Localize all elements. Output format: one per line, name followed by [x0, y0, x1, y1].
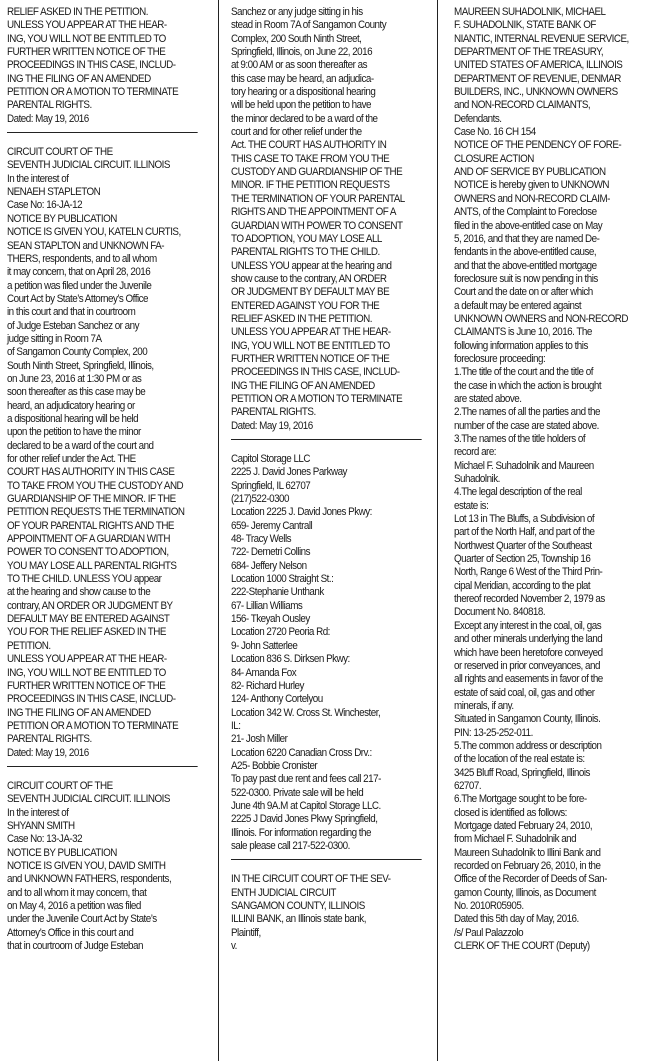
notice-line: 21- Josh Miller [231, 733, 288, 746]
notice-line: upon the petition to have the minor [7, 426, 141, 439]
notice-line: PETITION OR A MOTION TO TERMINATE [7, 86, 179, 99]
notice-line: COURT HAS AUTHORITY IN THIS CASE [7, 466, 175, 479]
notice-line: Location 2720 Peoria Rd: [231, 626, 330, 639]
notice-line: Court and the date on or after which [454, 286, 593, 299]
notice-line: SANGAMON COUNTY, ILLINOIS [231, 900, 365, 912]
notice-separator [7, 766, 198, 767]
notice-line: Location 342 W. Cross St. Winchester, [231, 706, 381, 719]
notice-line: ILLINI BANK, an Illinois state bank, [231, 913, 366, 926]
notice-line: 5.The common address or description [454, 739, 602, 752]
notice-line: Act. THE COURT HAS AUTHORITY IN [231, 139, 387, 152]
notice-line: 522-0300. Private sale will be held [231, 786, 364, 799]
notice-line: a dispositional hearing will be held [7, 412, 139, 425]
notice-line: 4.The legal description of the real [454, 486, 582, 499]
notice-separator [7, 132, 198, 133]
notice-separator [231, 439, 422, 440]
notice-line: part of the North Half, and part of the [454, 526, 595, 539]
notice-line: CUSTODY AND GUARDIANSHIP OF THE [231, 166, 403, 179]
legal-notice [231, 873, 422, 953]
notice-line: PARENTAL RIGHTS TO THE CHILD. [231, 246, 380, 259]
notice-line: NIANTIC, INTERNAL REVENUE SERVICE, [454, 32, 629, 45]
legal-notice [7, 6, 198, 126]
notice-line: from Michael F. Suhadolnik and [454, 833, 577, 846]
notice-line: UNLESS YOU APPEAR AT THE HEAR- [7, 653, 167, 666]
notice-line: ING THE FILING OF AN AMENDED [231, 379, 375, 392]
notice-line: Attorney’s Office in this court and [7, 926, 134, 939]
notice-line: and that the above-entitled mortgage [454, 259, 597, 272]
notice-line: 3.The names of the title holders of [454, 433, 586, 445]
notice-line: DEFAULT MAY BE ENTERED AGAINST [7, 613, 170, 626]
notice-line: North, Range 6 West of the Third Prin- [454, 566, 603, 579]
notice-line: Dated this 5th day of May, 2016. [454, 913, 579, 926]
notice-line: and to all whom it may concern, that [7, 886, 147, 899]
notice-line: Dated: May 19, 2016 [7, 746, 89, 759]
notice-line: AND OF SERVICE BY PUBLICATION [454, 166, 606, 179]
notice-line: NENAEH STAPLETON [7, 186, 101, 199]
notice-line: Complex, 200 South Ninth Street, [231, 32, 362, 45]
notice-line: 6.The Mortgage sought to be fore- [454, 793, 587, 806]
notice-line: 2.The names of all the parties and the [454, 406, 600, 419]
notice-line: Michael F. Suhadolnik and Maureen [454, 459, 594, 472]
notice-line: Location 1000 Straight St.: [231, 573, 334, 586]
notice-line: on May 4, 2016 a petition was filed [7, 900, 141, 912]
notice-line: v. [231, 940, 237, 953]
notice-line: Location 836 S. Dirksen Pkwy: [231, 653, 350, 666]
notice-line: this case may be heard, an adjudica- [231, 72, 374, 85]
notice-line: NOTICE IS GIVEN YOU, KATELN CURTIS, [7, 226, 181, 239]
legal-notice [454, 6, 629, 953]
notice-line: will be held upon the petition to have [231, 99, 371, 112]
notice-line: it may concern, that on April 28, 2016 [7, 266, 151, 279]
notice-line: 684- Jeffery Nelson [231, 559, 307, 572]
notice-line: on June 23, 2016 at 1:30 PM or as [7, 372, 142, 385]
notice-line: Plaintiff, [231, 926, 261, 939]
notice-line: To pay past due rent and fees call 217- [231, 773, 381, 786]
notice-separator [231, 859, 422, 860]
notice-line: estate of said coal, oil, gas and other [454, 686, 595, 699]
notice-line: ING, YOU WILL NOT BE ENTITLED TO [231, 339, 390, 352]
notice-line: ENTH JUDICIAL CIRCUIT [231, 886, 336, 899]
notice-line: ING THE FILING OF AN AMENDED [7, 72, 151, 85]
notice-line: SEVENTH JUDICIAL CIRCUIT. ILLINOIS [7, 159, 170, 172]
notice-line: PARENTAL RIGHTS. [231, 406, 316, 419]
notice-line: 2225 J David Jones Pkwy Springfield, [231, 813, 378, 826]
notice-line: 9- John Satterlee [231, 639, 298, 652]
notice-line: OF YOUR PARENTAL RIGHTS AND THE [7, 519, 174, 532]
notice-line: CLERK OF THE COURT (Deputy) [454, 940, 590, 953]
notice-line: PIN: 13-25-252-011. [454, 726, 533, 739]
notice-line: closed is identified as follows: [454, 806, 567, 819]
notice-line: 5, 2016, and that they are named De- [454, 232, 600, 245]
notice-line: PETITION OR A MOTION TO TERMINATE [231, 392, 403, 405]
notice-line: Maureen Suhadolnik to Illini Bank and [454, 846, 601, 859]
notice-line: which have been heretofore conveyed [454, 646, 603, 659]
notice-line: Sanchez or any judge sitting in his [231, 6, 363, 18]
notice-line: Capitol Storage LLC [231, 453, 311, 465]
legal-notice [231, 453, 422, 853]
notice-line: and other minerals underlying the land [454, 633, 603, 646]
notice-line: declared to be a ward of the court and [7, 439, 154, 452]
notice-line: FURTHER WRITTEN NOTICE OF THE [7, 46, 166, 59]
notice-line: PARENTAL RIGHTS. [7, 99, 92, 112]
notice-line: in this court and that in courtroom [7, 306, 136, 319]
notice-line: gamon County, Illinois, as Document [454, 886, 596, 899]
notice-line: THERS, respondents, and to all whom [7, 252, 157, 265]
notice-line: a petition was filed under the Juvenile [7, 279, 152, 292]
notice-line: ING THE FILING OF AN AMENDED [7, 706, 151, 719]
notice-line: IN THE CIRCUIT COURT OF THE SEV- [231, 873, 391, 886]
notice-line: 82- Richard Hurley [231, 679, 304, 692]
notice-line: and NON-RECORD CLAIMANTS, [454, 99, 591, 112]
notice-line: of Judge Esteban Sanchez or any [7, 319, 140, 332]
notice-line: FURTHER WRITTEN NOTICE OF THE [7, 679, 166, 692]
notice-line: PROCEEDINGS IN THIS CASE, INCLUD- [7, 693, 176, 706]
notice-line: THIS CASE TO TAKE FROM YOU THE [231, 152, 390, 165]
notice-line: POWER TO CONSENT TO ADOPTION, [7, 546, 169, 559]
notice-line: Springfield, IL 62707 [231, 479, 311, 492]
notice-line: DEPARTMENT OF THE TREASURY, [454, 46, 604, 59]
column-divider [218, 0, 219, 1061]
notice-line: record are: [454, 446, 497, 459]
notice-line: that in courtroom of Judge Esteban [7, 940, 143, 953]
notice-line: PETITION OR A MOTION TO TERMINATE [7, 719, 179, 732]
notice-line: MAUREEN SUHADOLNIK, MICHAEL [454, 6, 606, 18]
notice-line: SEVENTH JUDICIAL CIRCUIT. ILLINOIS [7, 793, 170, 806]
notice-line: TO ADOPTION, YOU MAY LOSE ALL [231, 232, 382, 245]
notice-line: and UNKNOWN FATHERS, respondents, [7, 873, 172, 886]
notice-line: foreclosure proceeding: [454, 352, 546, 365]
notice-line: Lot 13 in The Bluffs, a Subdivision of [454, 513, 595, 526]
notice-line: the minor declared to be a ward of the [231, 112, 378, 125]
notice-line: contrary, AN ORDER OR JUDGMENT BY [7, 599, 173, 612]
notice-line: PROCEEDINGS IN THIS CASE, INCLUD- [231, 366, 400, 379]
notice-line: NOTICE IS GIVEN YOU, DAVID SMITH [7, 859, 166, 872]
notice-line: YOU FOR THE RELIEF ASKED IN THE [7, 626, 166, 639]
notice-line: NOTICE BY PUBLICATION [7, 846, 117, 859]
notice-line: UNKNOWN OWNERS and NON-RECORD [454, 312, 629, 325]
notice-line: Quarter of Section 25, Township 16 [454, 553, 591, 566]
notice-line: SEAN STAPLTON and UNKNOWN FA- [7, 239, 165, 252]
notice-line: THE TERMINATION OF YOUR PARENTAL [231, 192, 405, 205]
notice-line: BUILDERS, INC., UNKNOWN OWNERS [454, 86, 618, 99]
notice-line: Springfield, Illinois, on June 22, 2016 [231, 46, 373, 59]
legal-notice [7, 780, 198, 953]
legal-notice [231, 6, 422, 433]
notice-line: /s/ Paul Palazzolo [454, 926, 524, 939]
notice-line: RELIEF ASKED IN THE PETITION. [231, 312, 373, 325]
notice-line: OR JUDGMENT BY DEFAULT MAY BE [231, 286, 390, 299]
notice-line: tory hearing or a dispositional hearing [231, 86, 376, 99]
notice-line: for other relief under the Act. THE [7, 453, 136, 465]
notice-line: Dated: May 19, 2016 [7, 112, 89, 125]
notice-line: at the hearing and show cause to the [7, 586, 151, 599]
notice-line: filed in the above-entitled case on May [454, 219, 603, 232]
notice-line: judge sitting in Room 7A [7, 332, 102, 345]
notice-line: cipal Meridian, according to the plat [454, 579, 591, 592]
notice-line: APPOINTMENT OF A GUARDIAN WITH [7, 533, 170, 546]
notice-line: estate is: [454, 499, 489, 512]
notice-line: 2225 J. David Jones Parkway [231, 466, 347, 479]
notice-line: YOU MAY LOSE ALL PARENTAL RIGHTS [7, 559, 177, 572]
notice-line: 3425 Bluff Road, Springfield, Illinois [454, 766, 590, 779]
notice-line: heard, an adjudicatory hearing or [7, 399, 135, 412]
notice-line: UNITED STATES OF AMERICA, ILLINOIS [454, 59, 623, 72]
notice-line: thereof recorded November 2, 1979 as [454, 593, 605, 606]
notice-line: TO TAKE FROM YOU THE CUSTODY AND [7, 479, 184, 492]
notice-line: show cause to the contrary, AN ORDER [231, 272, 387, 285]
notice-line: PARENTAL RIGHTS. [7, 733, 92, 746]
notice-line: ANTS, of the Complaint to Foreclose [454, 206, 597, 219]
notice-line: In the interest of [7, 806, 69, 819]
notice-line: IL: [231, 719, 241, 732]
notice-line: Northwest Quarter of the Southeast [454, 539, 592, 552]
notice-line: RIGHTS AND THE APPOINTMENT OF A [231, 206, 396, 219]
notice-line: CLOSURE ACTION [454, 152, 534, 165]
notice-line: A25- Bobbie Cronister [231, 759, 318, 772]
column-divider [437, 0, 438, 1061]
notice-line: number of the case are stated above. [454, 419, 599, 432]
notice-line: NOTICE is hereby given to UNKNOWN [454, 179, 610, 192]
notice-line: PROCEEDINGS IN THIS CASE, INCLUD- [7, 59, 176, 72]
notice-line: MINOR. IF THE PETITION REQUESTS [231, 179, 390, 192]
notice-line: the case in which the action is brought [454, 379, 602, 392]
notice-line: In the interest of [7, 172, 69, 185]
notice-line: June 4th 9A.M at Capitol Storage LLC. [231, 799, 381, 812]
notice-line: RELIEF ASKED IN THE PETITION. [7, 6, 149, 18]
notice-line: a default may be entered against [454, 299, 582, 312]
notice-line: Office of the Recorder of Deeds of San- [454, 873, 607, 886]
notice-line: 84- Amanda Fox [231, 666, 297, 679]
notice-line: NOTICE BY PUBLICATION [7, 212, 117, 225]
notice-line: Case No: 13-JA-32 [7, 833, 83, 846]
notice-line: ENTERED AGAINST YOU FOR THE [231, 299, 380, 312]
notice-line: minerals, if any. [454, 699, 514, 712]
notice-line: (217)522-0300 [231, 493, 289, 506]
notice-line: SHYANN SMITH [7, 819, 75, 832]
notice-line: 67- Lillian Williams [231, 599, 303, 612]
notice-line: 156- Tkeyah Ousley [231, 613, 310, 626]
notice-line: UNLESS YOU APPEAR AT THE HEAR- [7, 19, 167, 32]
notice-line: Except any interest in the coal, oil, gas [454, 619, 602, 632]
notice-line: 124- Anthony Cortelyou [231, 693, 323, 706]
notice-line: Case No: 16-JA-12 [7, 199, 83, 212]
notice-line: of the location of the real estate is: [454, 753, 585, 766]
notice-line: GUARDIANSHIP OF THE MINOR. IF THE [7, 493, 176, 506]
notice-line: sale please call 217-522-0300. [231, 839, 350, 852]
notice-line: of Sangamon County Complex, 200 [7, 346, 148, 359]
notice-line: Location 6220 Canadian Cross Drv.: [231, 746, 372, 759]
notice-line: Dated: May 19, 2016 [231, 419, 313, 432]
notice-line: foreclosure suit is now pending in this [454, 272, 598, 285]
notice-line: soon thereafter as this case may be [7, 386, 146, 399]
notice-line: 62707. [454, 779, 482, 792]
notice-line: F. SUHADOLNIK, STATE BANK OF [454, 19, 596, 32]
notice-line: recorded on February 26, 2010, in the [454, 860, 601, 872]
notice-line: following information applies to this [454, 339, 588, 352]
notice-line: at 9:00 AM or as soon thereafter as [231, 59, 367, 72]
notice-line: DEPARTMENT OF REVENUE, DENMAR [454, 72, 621, 85]
notice-line: Location 2225 J. David Jones Pkwy: [231, 506, 372, 519]
notice-line: 722- Demetri Collins [231, 546, 311, 559]
notice-line: FURTHER WRITTEN NOTICE OF THE [231, 352, 390, 365]
notice-line: TO THE CHILD. UNLESS YOU appear [7, 573, 162, 586]
notice-line: Mortgage dated February 24, 2010, [454, 819, 593, 832]
notice-line: OWNERS and NON-RECORD CLAIM- [454, 192, 610, 205]
notice-line: South Ninth Street, Springfield, Illinois, [7, 359, 154, 372]
legal-notice [7, 146, 198, 760]
notice-line: Situated in Sangamon County, Illinois. [454, 713, 601, 726]
notice-line: CIRCUIT COURT OF THE [7, 779, 113, 792]
notice-line: PETITION. [7, 639, 51, 652]
column-1 [7, 6, 198, 953]
column-2 [231, 6, 422, 953]
notice-line: 48- Tracy Wells [231, 533, 292, 546]
notice-line: fendants in the above-entitled cause, [454, 246, 597, 259]
notice-line: ING, YOU WILL NOT BE ENTITLED TO [7, 666, 166, 679]
notice-line: Suhadolnik. [454, 473, 500, 486]
notice-line: are stated above. [454, 392, 522, 405]
notice-line: UNLESS YOU APPEAR AT THE HEAR- [231, 326, 391, 339]
notice-line: Court Act by State’s Attorney’s Office [7, 292, 149, 305]
notice-line: stead in Room 7A of Sangamon County [231, 19, 387, 32]
notice-line: CIRCUIT COURT OF THE [7, 146, 113, 159]
notice-line: court and for other relief under the [231, 126, 362, 139]
notice-line: 659- Jeremy Cantrall [231, 519, 313, 532]
notice-line: CLAIMANTS is June 10, 2016. The [454, 326, 592, 339]
notice-line: Document No. 840818. [454, 606, 546, 619]
notice-line: 222-Stephanie Unthank [231, 586, 324, 599]
notice-line: Defendants. [454, 112, 502, 125]
notice-line: No. 2010R05905. [454, 900, 524, 913]
column-3 [454, 6, 629, 953]
notice-line: under the Juvenile Court Act by State’s [7, 913, 157, 926]
notice-line: GUARDIAN WITH POWER TO CONSENT [231, 219, 403, 232]
notice-line: 1.The title of the court and the title of [454, 366, 593, 379]
notice-line: or reserved in prior conveyances, and [454, 659, 600, 672]
notice-line: UNLESS YOU appear at the hearing and [231, 259, 392, 272]
notice-line: all rights and easements in favor of the [454, 673, 603, 686]
notice-line: Case No. 16 CH 154 [454, 126, 536, 139]
notice-line: PETITION REQUESTS THE TERMINATION [7, 506, 185, 519]
notice-line: Illinois. For information regarding the [231, 826, 371, 839]
notice-line: ING, YOU WILL NOT BE ENTITLED TO [7, 32, 166, 45]
notice-line: NOTICE OF THE PENDENCY OF FORE- [454, 139, 622, 152]
